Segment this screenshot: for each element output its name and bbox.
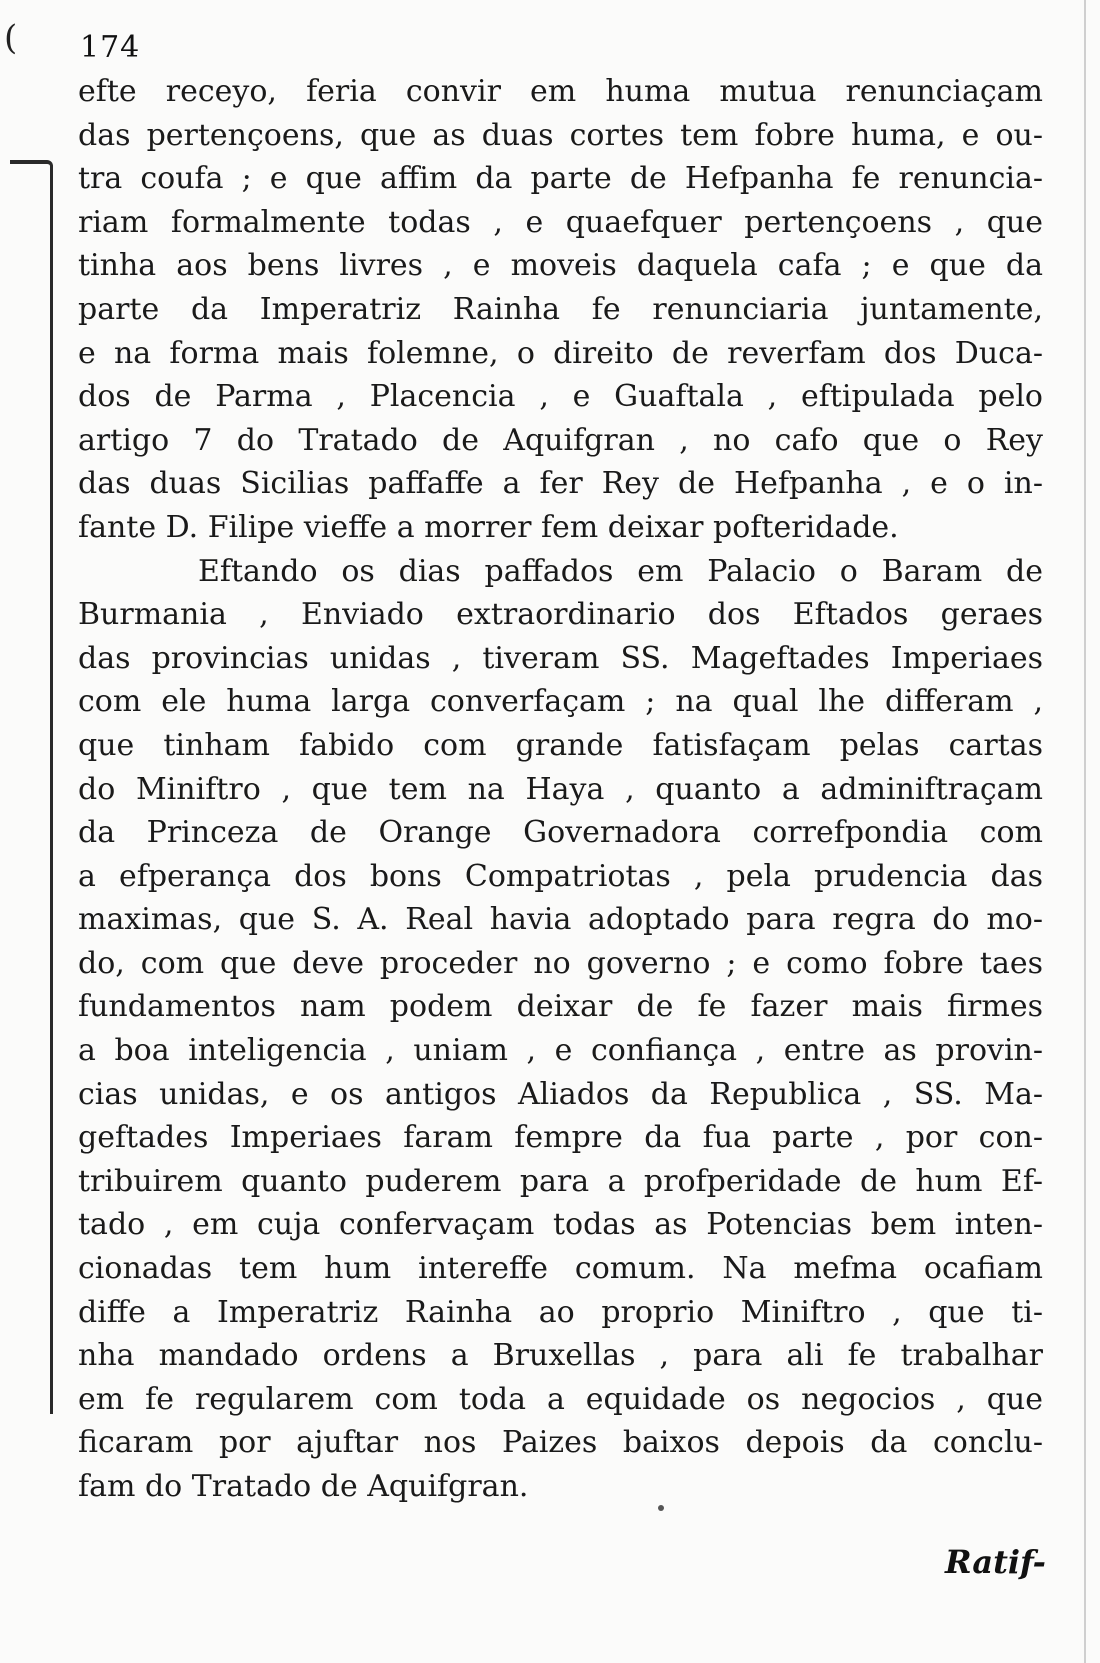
text-line: da Princeza de Orange Governadora correfpondia com	[78, 815, 1043, 851]
text-line: parte da Imperatriz Rainha fe renunciaria juntamente,	[78, 291, 1043, 327]
text-line: tribuirem quanto puderem para a profperidade de hum Ef-	[78, 1163, 1043, 1199]
text-line: riam formalmente todas , e quaefquer pertençoens , que	[78, 204, 1043, 240]
text-line: ficaram por ajuftar nos Paizes baixos depois da conclu-	[78, 1425, 1043, 1461]
text-line: efte receyo, feria convir em huma mutua renunciaçam	[78, 74, 1043, 109]
text-line: a efperança dos bons Compatriotas , pela prudencia das	[78, 858, 1043, 894]
text-line: artigo 7 do Tratado de Aquifgran , no cafo que o Rey	[78, 422, 1043, 458]
text-line: tado , em cuja confervaçam todas as Potencias bem inten-	[78, 1207, 1043, 1243]
text-line: fundamentos nam podem deixar de fe fazer mais firmes	[78, 989, 1043, 1025]
body-text	[78, 70, 1043, 1509]
page-number: 174	[80, 30, 141, 65]
text-line: das duas Sicilias paffaffe a fer Rey de Hefpanha , e o in-	[78, 466, 1043, 502]
text-line: das pertençoens, que as duas cortes tem fobre huma, e ou-	[78, 117, 1043, 153]
paragraph-start-line: Eftando os dias paffados em Palacio o Baram de	[198, 553, 1043, 589]
text-line: cionadas tem hum intereffe comum. Na mefma ocafiam	[78, 1251, 1043, 1287]
text-line: Burmania , Enviado extraordinario dos Eftados geraes	[78, 597, 1043, 633]
corner-mark: (	[4, 18, 18, 58]
text-line: do, com que deve proceder no governo ; e como fobre taes	[78, 945, 1043, 981]
text-line: em fe regularem com toda a equidade os negocios , que	[78, 1381, 1043, 1417]
text-line: maximas, que S. A. Real havia adoptado para regra do mo-	[78, 902, 1043, 938]
catchword: Ratif-	[945, 1543, 1046, 1581]
text-line: dos de Parma , Placencia , e Guaftala , eftipulada pelo	[78, 379, 1043, 415]
text-line: do Miniftro , que tem na Haya , quanto a adminiftraçam	[78, 771, 1043, 807]
text-line: cias unidas, e os antigos Aliados da Republica , SS. Ma-	[78, 1076, 1043, 1112]
text-line: das provincias unidas , tiveram SS. Mageftades Imperiaes	[78, 640, 1043, 676]
scan-frame-edge	[10, 160, 53, 1414]
text-line: com ele huma larga converfaçam ; na qual lhe differam ,	[78, 684, 1043, 720]
text-line: fante D. Filipe vieffe a morrer fem deixar pofteridade.	[78, 509, 899, 545]
text-line: nha mandado ordens a Bruxellas , para ali fe trabalhar	[78, 1338, 1043, 1374]
text-line: diffe a Imperatriz Rainha ao proprio Miniftro , que ti-	[78, 1294, 1043, 1330]
scan-right-edge	[1084, 0, 1086, 1663]
text-line: tinha aos bens livres , e moveis daquela cafa ; e que da	[78, 248, 1043, 284]
text-line: geftades Imperiaes faram fempre da fua parte , por con-	[78, 1120, 1043, 1156]
text-line: fam do Tratado de Aquifgran.	[78, 1469, 529, 1504]
text-line: que tinham fabido com grande fatisfaçam pelas cartas	[78, 727, 1043, 763]
text-line: a boa inteligencia , uniam , e confiança , entre as provin-	[78, 1033, 1043, 1069]
ink-speck	[658, 1505, 664, 1511]
text-line: tra coufa ; e que affim da parte de Hefpanha fe renuncia-	[78, 161, 1043, 197]
text-line: e na forma mais folemne, o direito de reverfam dos Duca-	[78, 335, 1043, 371]
